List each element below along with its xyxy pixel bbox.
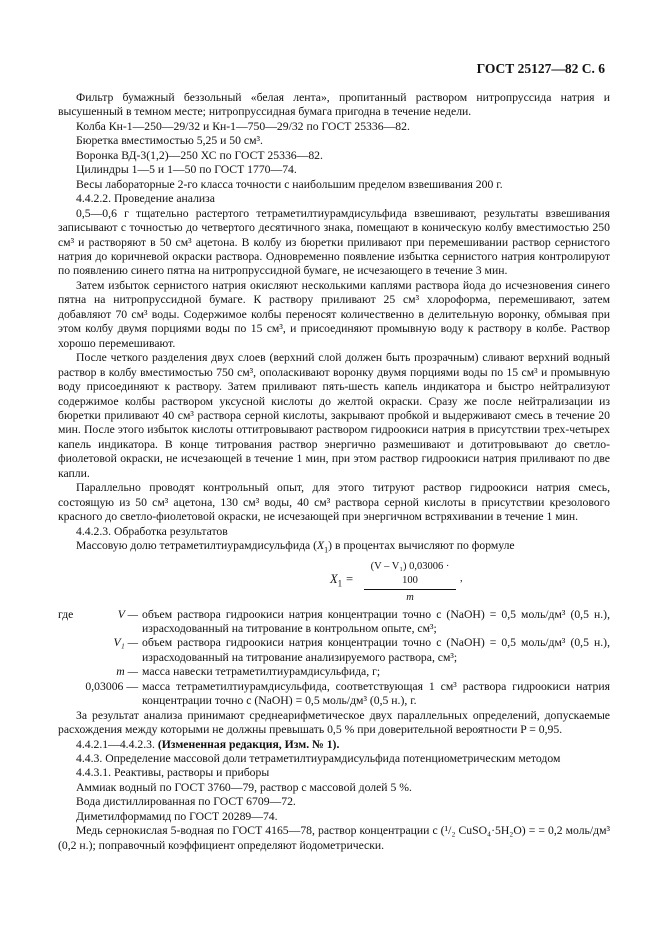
definition-symbol: 0,03006 — bbox=[85, 679, 138, 693]
formula bbox=[58, 560, 610, 604]
page-header: ГОСТ 25127—82 С. 6 bbox=[476, 61, 605, 76]
formula-denominator: m bbox=[406, 592, 414, 604]
amendment-note bbox=[58, 738, 610, 752]
subscript: 1 bbox=[324, 545, 329, 555]
paragraph: 0,5—0,6 г тщательно растертого тетраметилтиурамдисульфида взвешивают, результаты взвешивания записывают с точностью до четвертого десятичного знака, помещают в коническую колбу вместимостью 250 см³ и растворяют в 50 см³ ацетона. В колбу из бюретки приливают при перемешивании раствор сернистого натрия до коричневой окраски раствора. Одновременно появление избытка сернистого натрия контролируют по появлению синего пятна на нитропруссидной бумаге, не исчезающего в течение 3 мин. bbox=[58, 206, 610, 278]
section-heading: 4.4.2.2. Проведение анализа bbox=[76, 192, 215, 206]
definition-row bbox=[58, 665, 610, 679]
section-heading: 4.4.2.3. Обработка результатов bbox=[76, 524, 228, 538]
paragraph bbox=[58, 539, 610, 553]
paragraph: Затем избыток сернистого натрия окисляют несколькими каплями раствора йода до исчезновения синего пятна на нитропруссидной бумаге. К раствору приливают 25 см³ хлороформа, перемешивают, затем добавляют 70 см³ воды. Содержимое колбы переносят количественно в делительную воронку, обмывая при этом колбу двумя порциями воды по 15 см³, и присоединяют промывную воду к раствору в колбе. Раствор хорошо перемешивают. bbox=[58, 278, 610, 350]
formula-lhs bbox=[330, 572, 354, 586]
definition-row bbox=[58, 608, 610, 637]
definition-symbol bbox=[58, 608, 142, 637]
definition-row bbox=[58, 680, 610, 709]
paragraph: Диметилформамид по ГОСТ 20289—74. bbox=[76, 809, 278, 823]
formula-equals: = bbox=[342, 571, 354, 586]
document-body bbox=[58, 91, 610, 853]
paragraph: Воронка ВД-3(1,2)—250 ХС по ГОСТ 25336—82. bbox=[76, 148, 323, 162]
paragraph: Аммиак водный по ГОСТ 3760—79, раствор с массовой долей 5 %. bbox=[76, 780, 412, 794]
paragraph: Вода дистиллированная по ГОСТ 6709—72. bbox=[76, 795, 296, 809]
paragraph: Медь сернокислая 5-водная по ГОСТ 4165—78, раствор концентрации c (¹/₂ CuSO₄·5H₂O) = = 0,2 моль/дм³ (0,2 н.); поправочный коэффициент определяют йодометрически. bbox=[58, 824, 610, 852]
paragraph: После четкого разделения двух слоев (верхний слой должен быть прозрачным) сливают верхний водный раствор в колбу вместимостью 750 см³, ополаскивают воронку двумя порциями воды по 15 см³ и промывную воду присоединяют к раствору. Затем приливают пять-шесть капель индикатора и быстро нейтрализуют содержимое колбы раствором уксусной кислоты до желтой окраски. Сразу же после нейтрализации из бюретки приливают 40 см³ раствора серной кислоты, закрывают пробкой и выдерживают смесь в течение 20 мин. После этого избыток кислоты оттитровывают раствором гидроокиси натрия в присутствии трех-четырех капель индикатора. В конце титрования раствор энергично размешивают и дотитровывают до светло-фиолетовой окраски, не исчезающей в течение 1 мин, при этом раствор гидроокиси натрия приливают по две капли. bbox=[58, 351, 610, 480]
paragraph: Колба Кн-1—250—29/32 и Кн-1—750—29/32 по ГОСТ 25336—82. bbox=[76, 119, 410, 133]
formula-symbol: X bbox=[330, 571, 338, 586]
formula-fraction bbox=[364, 560, 463, 606]
definition-text: масса навески тетраметилтиурамдисульфида, г; bbox=[142, 665, 381, 679]
section-heading: 4.4.3. Определение массовой доли тетраметилтиурамдисульфида потенциометрическим методом bbox=[76, 752, 561, 766]
definitions bbox=[58, 608, 610, 709]
amendment-label: (Измененная редакция, Изм. № 1). bbox=[157, 737, 340, 751]
section-heading: 4.4.3.1. Реактивы, растворы и приборы bbox=[76, 766, 270, 780]
definition-row bbox=[58, 636, 610, 665]
text-run: 4.4.2.1—4.4.2.3. bbox=[76, 737, 158, 751]
symbol: X bbox=[317, 539, 325, 553]
text-run: ) в процентах вычисляют по формуле bbox=[328, 539, 515, 553]
paragraph: Бюретка вместимостью 5,25 и 50 см³. bbox=[76, 134, 263, 148]
paragraph: Фильтр бумажный беззольный «белая лента», пропитанный раствором нитропруссида натрия и высушенный в темном месте; нитропруссидная бумага пригодна в течение недели. bbox=[58, 91, 610, 119]
definition-text: объем раствора гидроокиси натрия концентрации точно c (NaOH) = 0,5 моль/дм³ (0,5 н.), израсходованный на титрование в контрольном опыте, см³; bbox=[142, 607, 610, 635]
paragraph: Весы лабораторные 2-го класса точности с наибольшим пределом взвешивания 200 г. bbox=[76, 177, 503, 191]
text-run: Массовую долю тетраметилтиурамдисульфида ( bbox=[76, 539, 318, 553]
where-label: где bbox=[58, 607, 74, 621]
formula-numerator: (V – V₁) 0,03006 · 100 bbox=[364, 560, 456, 591]
symbol: V — bbox=[117, 607, 138, 621]
definition-text: масса тетраметилтиурамдисульфида, соответствующая 1 см³ раствора гидроокиси натрия концентрации точно c (NaOH) = 0,5 моль/дм³ (0,5 н.), г. bbox=[142, 679, 610, 708]
definition-symbol: V₁ — bbox=[113, 636, 138, 650]
paragraph: Параллельно проводят контрольный опыт, для этого титруют раствор гидроокиси натрия смесь, состоящую из 50 см³ ацетона, 130 см³ воды, 40 см³ раствора серной кислоты в присутствии крезолового красного до светло-фиолетовой окраски, не исчезающей при энергичном встряхивании в течение 1 мин. bbox=[58, 481, 610, 524]
formula-subscript: 1 bbox=[337, 578, 343, 588]
paragraph: Цилиндры 1—5 и 1—50 по ГОСТ 1770—74. bbox=[76, 163, 297, 177]
paragraph: За результат анализа принимают среднеарифметическое двух параллельных определений, допускаемые расхождения между которыми не должны превышать 0,5 % при доверительной вероятности P = 0,95. bbox=[58, 708, 610, 737]
definition-symbol: m — bbox=[116, 665, 138, 679]
formula-comma: , bbox=[460, 572, 463, 584]
definition-text: объем раствора гидроокиси натрия концентрации точно c (NaOH) = 0,5 моль/дм³ (0,5 н.), израсходованный на титрование анализируемого раствора, см³; bbox=[142, 636, 610, 664]
